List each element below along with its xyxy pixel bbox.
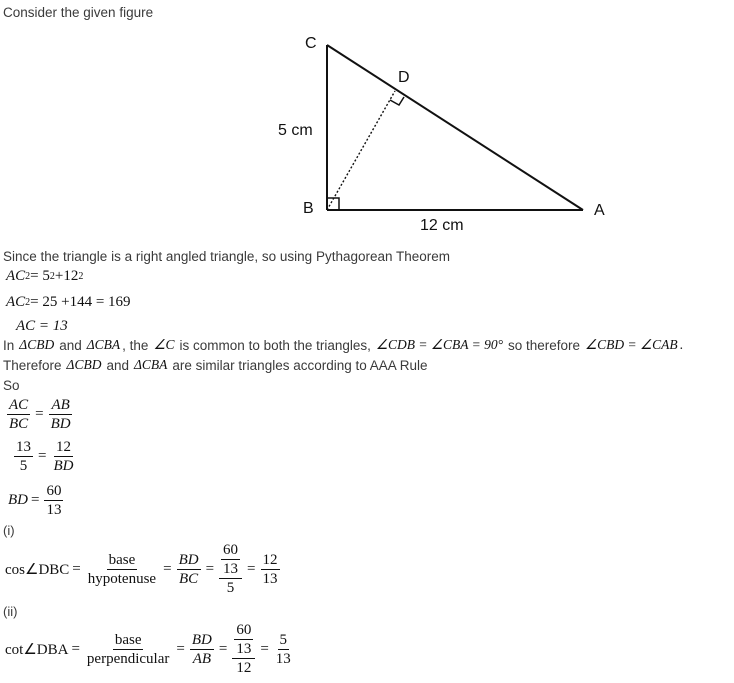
numerator: BD	[178, 551, 199, 568]
equation-line-1: AC 2 = 5 2 +12 2	[6, 268, 84, 284]
fraction	[261, 551, 280, 588]
side-bc-label: 5 cm	[278, 122, 313, 139]
numerator: 13	[16, 439, 31, 455]
triangle-cbd: ΔCBD	[19, 337, 55, 352]
equals-sign: =	[260, 640, 269, 657]
numerator: base	[114, 631, 142, 648]
similarity-line-1	[3, 337, 683, 353]
side-ba-label: 12 cm	[420, 217, 464, 230]
ratio-line-3	[8, 482, 65, 519]
fraction	[51, 438, 75, 475]
equation-line-3	[16, 318, 68, 335]
equals-sign: =	[163, 560, 172, 577]
equals-sign: =	[35, 406, 44, 422]
angle-c: ∠C	[153, 337, 175, 352]
equals-sign: =	[247, 560, 256, 577]
equals-sign: =	[38, 448, 47, 464]
equation-part: = 5	[30, 268, 50, 284]
text-and: and	[106, 357, 129, 373]
fraction	[14, 438, 33, 475]
compound-fraction	[219, 541, 242, 597]
side-ca	[327, 45, 583, 210]
denominator: BD	[50, 416, 71, 432]
part-i-equation	[5, 541, 282, 597]
fraction	[274, 631, 293, 668]
ratio-line-2	[12, 438, 77, 475]
text-and: and	[59, 337, 82, 353]
pythagoras-statement: Since the triangle is a right angled triangle, so using Pythagorean Theorem	[3, 249, 451, 264]
function-name: cos∠DBC	[5, 561, 70, 578]
fraction	[177, 551, 201, 588]
denominator: 13	[46, 502, 62, 518]
right-angles: ∠CDB = ∠CBA = 90°	[375, 337, 503, 352]
equals-sign: =	[31, 492, 40, 508]
denominator: 5	[226, 580, 235, 596]
text-therefore: Therefore	[3, 357, 62, 373]
part-i-label: (i)	[3, 523, 15, 538]
text-common: is common to both the triangles,	[179, 337, 371, 353]
bd-symbol: BD	[8, 492, 28, 508]
text-so-therefore: so therefore	[507, 337, 581, 353]
vertex-a-label: A	[594, 202, 605, 219]
numerator: 12	[262, 551, 278, 568]
function-name: cot∠DBA	[5, 641, 69, 658]
numerator: base	[108, 551, 136, 568]
denominator: 13	[236, 641, 252, 657]
equation-part: = 25 +144 = 169	[30, 294, 131, 310]
equals-sign: =	[176, 640, 185, 657]
fraction	[221, 541, 240, 578]
denominator: 13	[262, 570, 278, 587]
numerator: 60	[236, 622, 252, 638]
vertex-c-label: C	[305, 35, 317, 52]
fraction	[49, 396, 73, 433]
triangle-figure	[270, 30, 630, 230]
numerator: BD	[191, 631, 212, 648]
part-ii-label: (ii)	[3, 604, 18, 619]
compound-fraction	[232, 621, 255, 677]
text-so: So	[3, 378, 20, 393]
denominator: hypotenuse	[87, 570, 157, 587]
ac-result: AC = 13	[16, 318, 68, 334]
fraction	[86, 551, 158, 588]
ac-symbol: AC	[6, 294, 26, 310]
denominator: AB	[192, 650, 212, 667]
compound-numerator	[232, 621, 255, 659]
equals-sign: =	[218, 640, 228, 657]
vertex-d-label: D	[398, 69, 410, 86]
denominator: BD	[53, 458, 74, 474]
denominator: 13	[275, 650, 291, 667]
intro-text: Consider the given figure	[3, 5, 154, 20]
triangle-cba: ΔCBA	[86, 337, 121, 352]
numerator: AB	[51, 397, 70, 413]
similarity-line-2	[3, 357, 428, 373]
part-ii-equation	[5, 621, 295, 677]
text-in: In	[3, 337, 15, 353]
vertex-b-label: B	[303, 200, 314, 217]
right-angle-mark-d	[390, 97, 404, 105]
denominator: BC	[178, 570, 199, 587]
equals-sign: =	[72, 560, 81, 577]
equal-angles: ∠CBD = ∠CAB	[585, 337, 678, 352]
numerator: 60	[46, 483, 62, 499]
equation-part: +12	[54, 268, 79, 284]
period: .	[679, 337, 683, 352]
text-the: , the	[122, 337, 149, 353]
fraction	[234, 621, 253, 658]
numerator: 60	[223, 542, 239, 558]
fraction	[44, 482, 63, 519]
fraction	[7, 396, 30, 433]
denominator: 5	[19, 458, 28, 474]
text-rule: are similar triangles according to AAA Rule	[172, 357, 428, 373]
numerator: 5	[279, 631, 288, 648]
right-angle-mark-b	[327, 198, 339, 210]
numerator: AC	[9, 397, 29, 413]
equation-line-2: AC 2 = 25 +144 = 169	[6, 294, 131, 310]
triangle-cbd: ΔCBD	[66, 357, 102, 372]
altitude-bd	[327, 91, 395, 210]
triangle-cba: ΔCBA	[134, 357, 168, 372]
denominator: 12	[236, 660, 252, 676]
ratio-line-1	[5, 396, 75, 433]
compound-numerator	[219, 541, 242, 579]
numerator: 12	[55, 439, 71, 455]
denominator: perpendicular	[86, 650, 170, 667]
equals-sign: =	[205, 560, 215, 577]
fraction	[85, 631, 171, 668]
fraction	[190, 631, 214, 668]
denominator: BC	[9, 416, 29, 432]
equals-sign: =	[71, 640, 80, 657]
denominator: 13	[223, 561, 239, 577]
ac-symbol: AC	[6, 268, 26, 284]
